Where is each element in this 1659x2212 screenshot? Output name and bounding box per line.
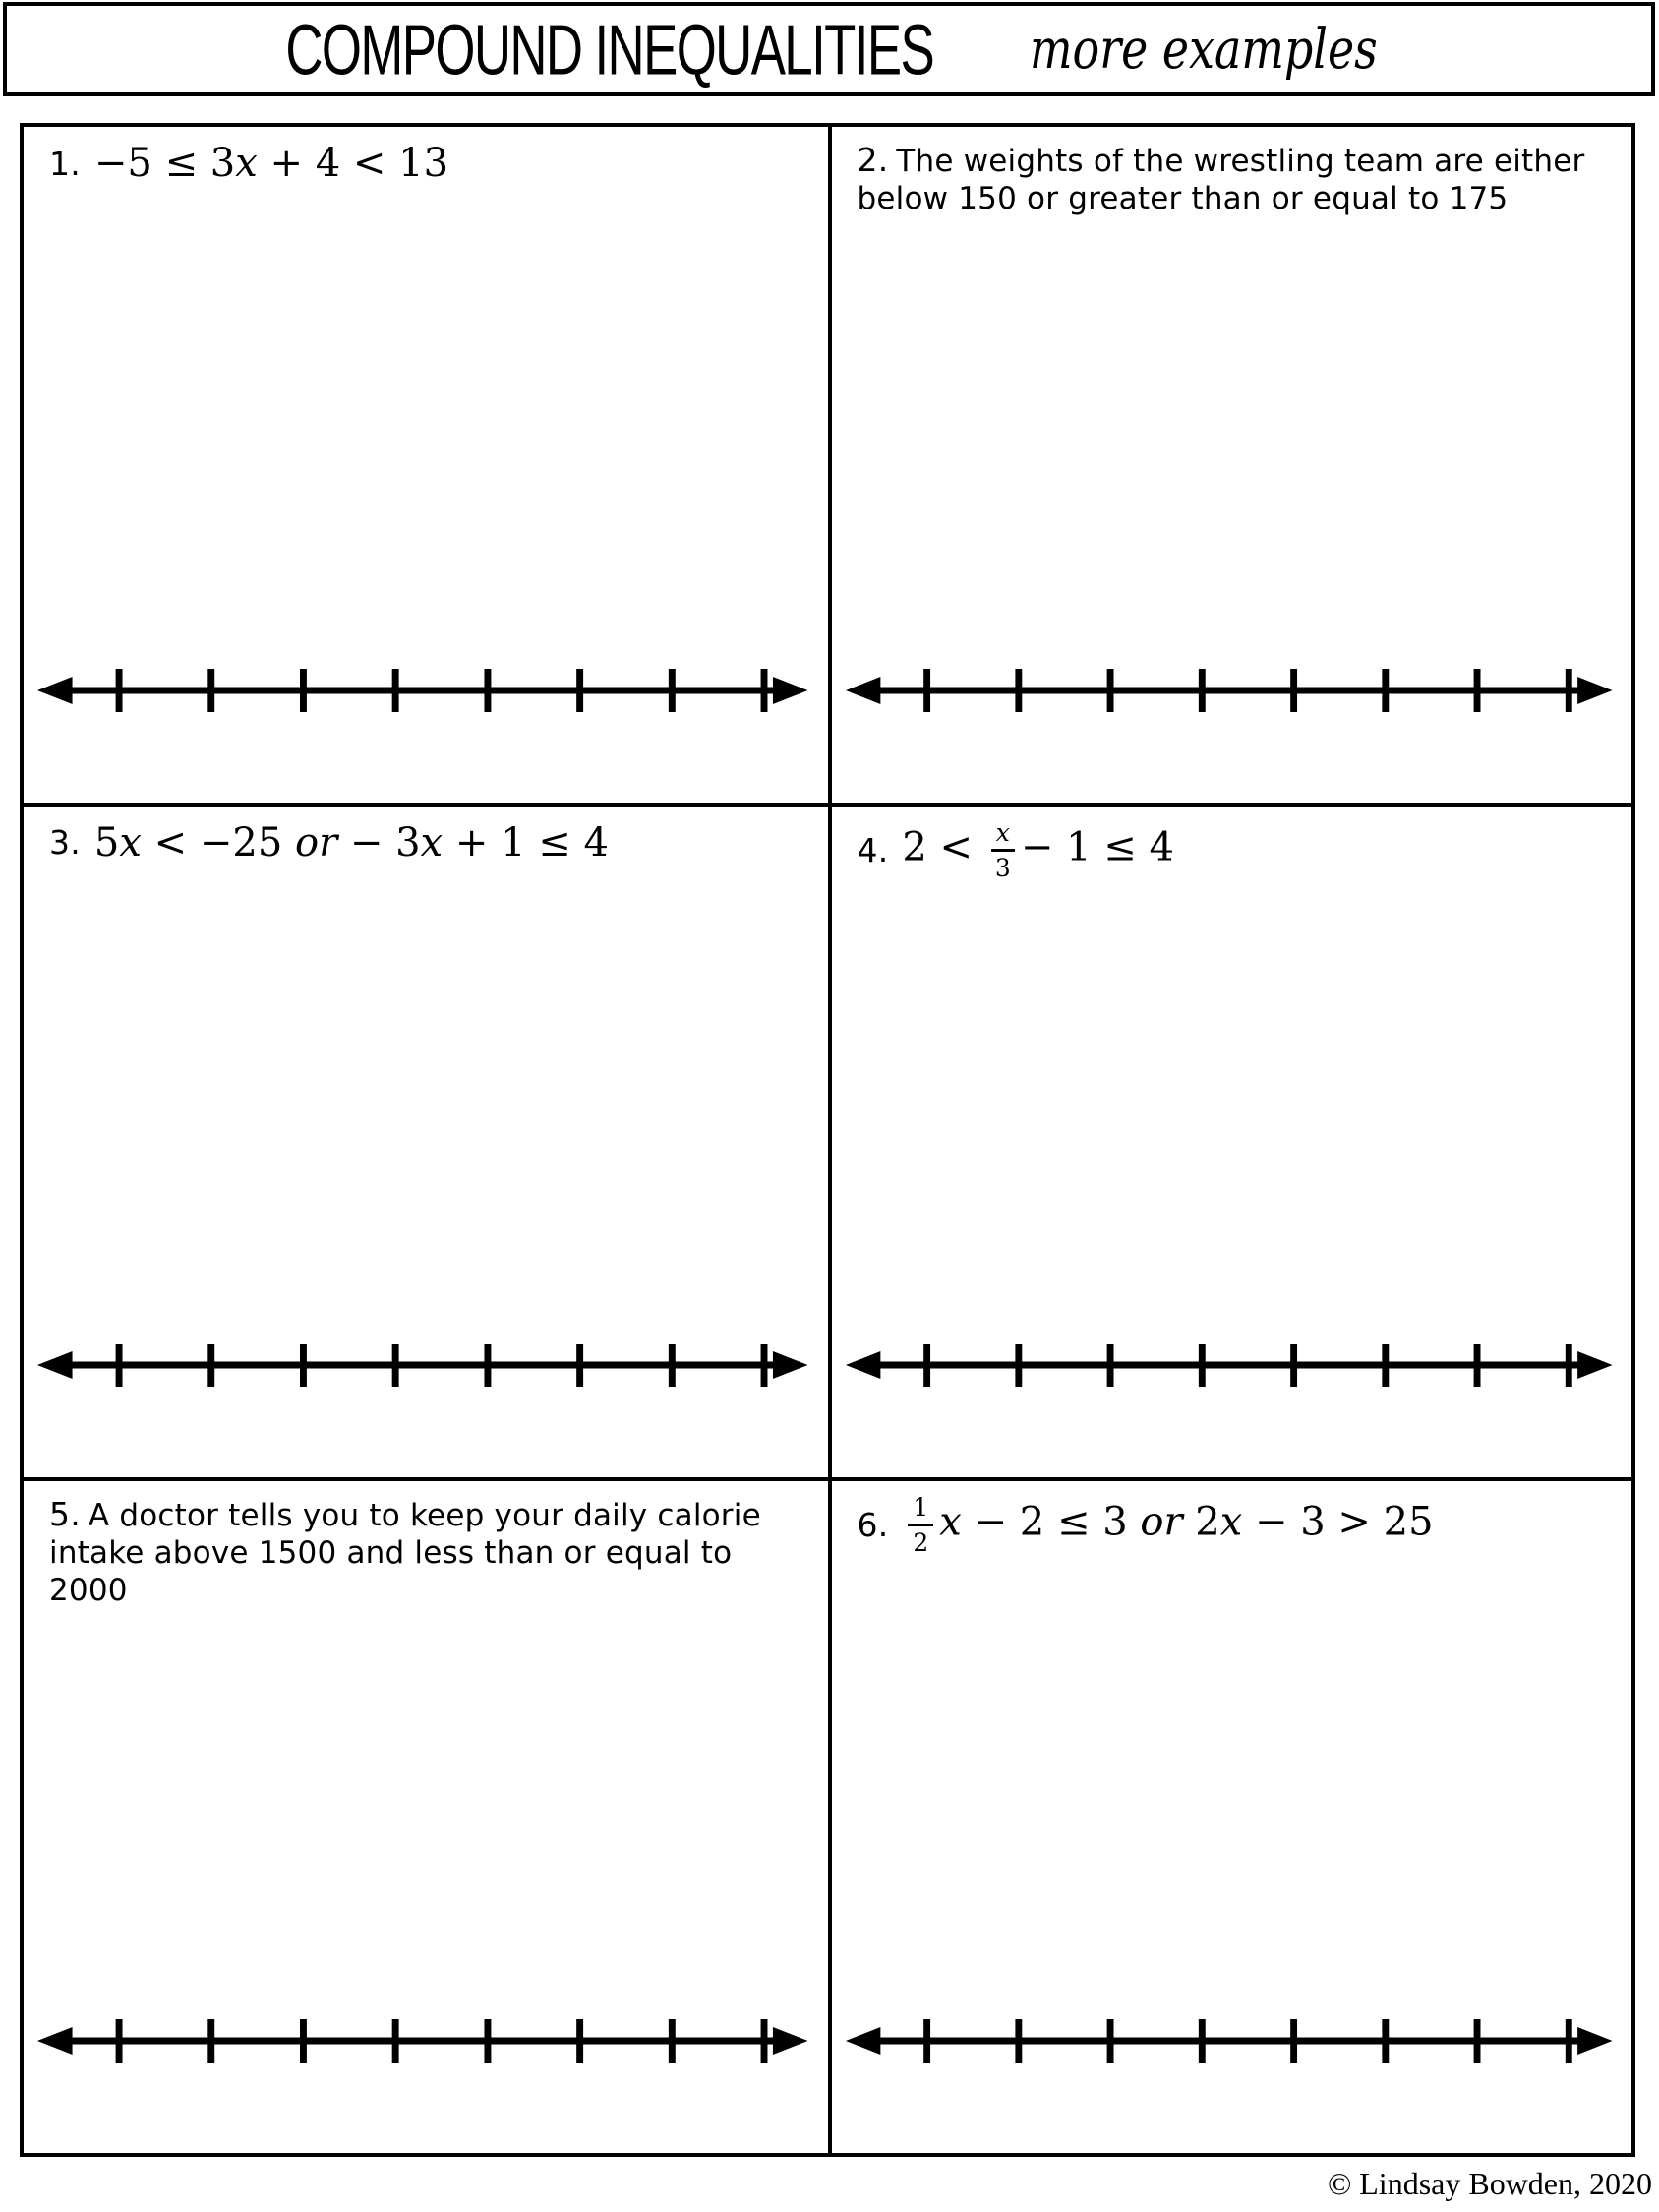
problem-1-equation: −5 ≤ 3x + 4 < 13 bbox=[93, 141, 449, 186]
problem-5-text: A doctor tells you to keep your daily calorie intake above 1500 and less than or equal to 2000 bbox=[49, 1498, 761, 1608]
page-title-script: more examples bbox=[1030, 17, 1378, 82]
problem-cell-2 bbox=[828, 127, 1632, 803]
problem-5-number: 5. bbox=[49, 1495, 81, 1534]
problem-6-number: 6. bbox=[857, 1506, 889, 1545]
problem-2-number: 2. bbox=[857, 141, 889, 179]
number-line bbox=[842, 2013, 1617, 2068]
problem-1-number: 1. bbox=[49, 144, 81, 183]
problem-cell-3 bbox=[24, 803, 828, 1478]
number-line bbox=[33, 2013, 812, 2068]
copyright-notice: © Lindsay Bowden, 2020 bbox=[1327, 2166, 1652, 2201]
number-line bbox=[842, 1338, 1617, 1393]
problem-1 bbox=[49, 141, 802, 186]
problem-3-equation: 5x < −25 or − 3x + 1 ≤ 4 bbox=[93, 819, 609, 866]
fraction: $\frac{x}{3}$ bbox=[991, 820, 1015, 880]
problem-5 bbox=[49, 1495, 802, 1609]
page-title: COMPOUND INEQUALITIES bbox=[284, 9, 933, 90]
problem-4-equation: 2 < $\frac{x}{3}$ − 1 ≤ 4 bbox=[902, 817, 1174, 882]
problem-cell-1 bbox=[24, 127, 828, 803]
title-banner bbox=[3, 2, 1655, 96]
problem-4 bbox=[857, 817, 1607, 882]
problem-3-number: 3. bbox=[49, 823, 81, 863]
number-line bbox=[33, 663, 812, 718]
problem-2 bbox=[858, 141, 1607, 218]
problem-3 bbox=[49, 820, 802, 866]
problem-6 bbox=[857, 1493, 1607, 1558]
number-line bbox=[842, 663, 1617, 718]
fraction: $\frac{1}{2}$ bbox=[908, 1495, 933, 1555]
problem-grid bbox=[20, 123, 1635, 2157]
problem-cell-5 bbox=[24, 1477, 828, 2153]
problem-6-equation: $\frac{1}{2}$ x − 2 ≤ 3 or 2x − 3 > 25 bbox=[902, 1495, 1433, 1555]
number-line bbox=[33, 1338, 812, 1393]
problem-cell-4 bbox=[828, 803, 1632, 1478]
problem-cell-6 bbox=[828, 1477, 1632, 2153]
problem-4-number: 4. bbox=[857, 830, 889, 869]
problem-2-text: The weights of the wrestling team are either below 150 or greater than or equal to 175 bbox=[857, 144, 1585, 216]
